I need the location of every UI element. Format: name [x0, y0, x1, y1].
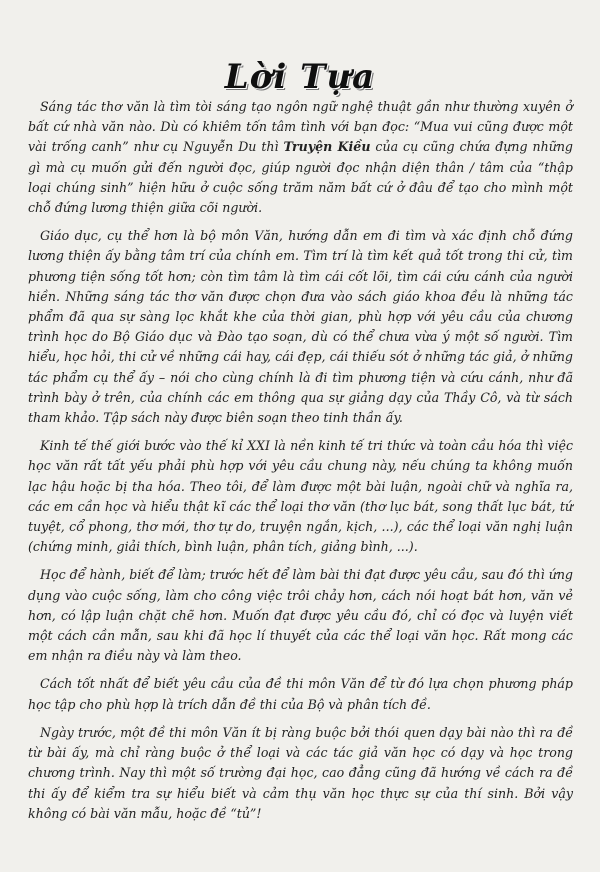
- book-title-truyen-kieu: Truyện Kiều: [283, 139, 371, 155]
- paragraph-6: Ngày trước, một đề thi môn Văn ít bị ràng buộc bởi thói quen dạy bài nào thì ra đề từ bài ấy, mà chỉ ràng buộc ở thể loại và các tác giả văn học có dạy và học trong chương trình. Nay thì một số trường đại học, cao đẳng cũng đã hướng về cách ra đề thi ấy để kiểm tra sự hiểu biết và cảm thụ văn học thực sự của thí sinh. Bởi vậy không có bài văn mẫu, hoặc đề “tủ”!: [28, 724, 573, 821]
- paragraph-2: Giáo dục, cụ thể hơn là bộ môn Văn, hướng dẫn em đi tìm và xác định chỗ đứng lương thiện ấy bằng tâm trí của chính em. Tìm trí là tìm kết quả tốt trong thi cử, tìm phương tiện sống tốt hơn; còn tìm tâm là tìm cái cốt lõi, tìm cái cứu cánh của người hiền. Những sáng tác thơ văn được chọn đưa vào sách giáo khoa đều là những tác phẩm đã qua sự sàng lọc khắt khe của thời gian, phù hợp với yêu cầu của chương trình học do Bộ Giáo dục và Đào tạo soạn, dù có thể chưa vừa ý một số người. Tìm hiểu, học hỏi, thi cử về những cái hay, cái đẹp, cái thiếu sót ở những tác giả, ở những tác phẩm cụ thể ấy – nói cho cùng chính là đi tìm phương tiện và cứu cánh, như đã trình bày ở trên, của chính các em thông qua sự giảng dạy của Thầy Cô, và từ sách tham khảo. Tập sách này được biên soạn theo tinh thần ấy.: [28, 228, 573, 426]
- paragraph-5: Cách tốt nhất để biết yêu cầu của đề thi môn Văn để từ đó lựa chọn phương pháp học tập cho phù hợp là trích dẫn đề thi của Bộ và phân tích đề.: [28, 676, 573, 712]
- preface-body: [28, 97, 573, 832]
- paragraph-1-text-b: của cụ cũng chứa đựng những gì mà cụ muốn gửi đến người đọc, giúp người đọc nhận diện thân / tâm của “thập loại chúng sinh” hiện hữu ở cuộc sống trăm năm bất cứ ở đâu để tạo cho mình một chỗ đứng lương thiện giữa cõi người.: [28, 139, 573, 216]
- paragraph-1: [28, 97, 573, 218]
- paragraph-3: Kinh tế thế giới bước vào thế kỉ XXI là nền kinh tế tri thức và toàn cầu hóa thì việc học văn rất tất yếu phải phù hợp với yêu cầu chung này, nếu chúng ta không muốn lạc hậu hoặc bị tha hóa. Theo tôi, để làm được một bài luận, ngoài chữ và nghĩa ra, các em cần học và hiểu thật kĩ các thể loại thơ văn (thơ lục bát, song thất lục bát, tứ tuyệt, cổ phong, thơ mới, thơ tự do, truyện ngắn, kịch, ...), các thể loại văn nghị luận (chứng minh, giải thích, bình luận, phân tích, giảng bình, ...).: [28, 438, 573, 555]
- page-title: Lời Tựa: [224, 56, 376, 97]
- paragraph-1-text-a: Sáng tác thơ văn là tìm tòi sáng tạo ngôn ngữ nghệ thuật gần như thường xuyên ở bất cứ nhà văn nào. Dù có khiêm tốn tâm tình với bạn đọc: “Mua vui cũng được một vài trống canh” như cụ Nguyễn Du thì: [28, 99, 573, 155]
- paragraph-4: Học để hành, biết để làm; trước hết để làm bài thi đạt được yêu cầu, sau đó thì ứng dụng vào cuộc sống, làm cho công việc trôi chảy hơn, cách nói hoạt bát hơn, văn vẻ hơn, có lập luận chặt chẽ hơn. Muốn đạt được yêu cầu đó, chỉ có đọc và luyện viết một cách cần mẫn, sau khi đã học lí thuyết của các thể loại văn học. Rất mong các em nhận ra điều này và làm theo.: [28, 567, 573, 664]
